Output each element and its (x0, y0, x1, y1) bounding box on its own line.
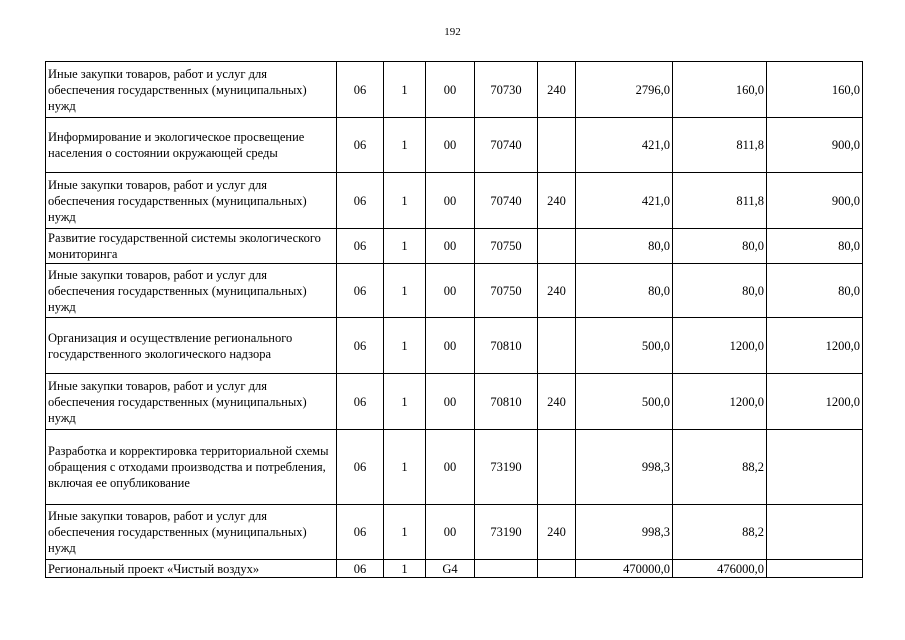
row-subsection: 1 (384, 173, 426, 229)
row-target-code: 70810 (475, 374, 538, 430)
row-sum-2: 80,0 (673, 264, 767, 318)
table-row (46, 318, 863, 374)
row-sum-3 (767, 430, 863, 505)
table-row (46, 430, 863, 505)
row-section: 06 (337, 374, 384, 430)
row-section: 06 (337, 505, 384, 560)
row-sum-1: 500,0 (576, 318, 673, 374)
row-target-code: 70810 (475, 318, 538, 374)
row-name: Иные закупки товаров, работ и услуг для обеспечения государственных (муниципальных) нужд (46, 374, 337, 430)
row-expense-type (538, 318, 576, 374)
row-program: 00 (426, 264, 475, 318)
row-sum-2: 160,0 (673, 62, 767, 118)
row-target-code: 70740 (475, 118, 538, 173)
row-expense-type (538, 430, 576, 505)
row-section: 06 (337, 264, 384, 318)
row-name: Иные закупки товаров, работ и услуг для обеспечения государственных (муниципальных) нужд (46, 62, 337, 118)
row-sum-2: 811,8 (673, 118, 767, 173)
row-target-code: 70740 (475, 173, 538, 229)
row-expense-type: 240 (538, 62, 576, 118)
row-sum-2: 1200,0 (673, 318, 767, 374)
row-sum-3 (767, 560, 863, 578)
row-section: 06 (337, 318, 384, 374)
row-subsection: 1 (384, 62, 426, 118)
row-sum-1: 80,0 (576, 264, 673, 318)
row-program: 00 (426, 505, 475, 560)
table-row (46, 118, 863, 173)
row-target-code: 70730 (475, 62, 538, 118)
row-program: 00 (426, 118, 475, 173)
row-sum-1: 421,0 (576, 173, 673, 229)
table-row (46, 62, 863, 118)
row-expense-type (538, 118, 576, 173)
budget-table (45, 61, 863, 578)
row-target-code: 70750 (475, 229, 538, 264)
table-row (46, 229, 863, 264)
row-sum-1: 998,3 (576, 505, 673, 560)
row-subsection: 1 (384, 264, 426, 318)
table-row (46, 374, 863, 430)
row-subsection: 1 (384, 318, 426, 374)
row-expense-type: 240 (538, 173, 576, 229)
row-program: 00 (426, 430, 475, 505)
row-program: 00 (426, 318, 475, 374)
row-sum-3: 1200,0 (767, 374, 863, 430)
row-sum-1: 80,0 (576, 229, 673, 264)
row-section: 06 (337, 430, 384, 505)
row-sum-2: 80,0 (673, 229, 767, 264)
row-program: 00 (426, 173, 475, 229)
row-sum-1: 2796,0 (576, 62, 673, 118)
row-program: 00 (426, 229, 475, 264)
row-sum-2: 1200,0 (673, 374, 767, 430)
row-name: Иные закупки товаров, работ и услуг для обеспечения государственных (муниципальных) нужд (46, 264, 337, 318)
row-name: Разработка и корректировка территориальной схемы обращения с отходами производства и потребления, включая ее опубликование (46, 430, 337, 505)
page-number: 192 (444, 26, 461, 38)
table-row (46, 264, 863, 318)
row-target-code (475, 560, 538, 578)
row-sum-1: 500,0 (576, 374, 673, 430)
row-expense-type: 240 (538, 264, 576, 318)
row-sum-2: 88,2 (673, 505, 767, 560)
row-name: Информирование и экологическое просвещение населения о состоянии окружающей среды (46, 118, 337, 173)
row-program: 00 (426, 62, 475, 118)
row-expense-type: 240 (538, 374, 576, 430)
row-target-code: 73190 (475, 505, 538, 560)
row-subsection: 1 (384, 118, 426, 173)
row-sum-3: 900,0 (767, 173, 863, 229)
row-section: 06 (337, 173, 384, 229)
row-expense-type (538, 560, 576, 578)
row-subsection: 1 (384, 229, 426, 264)
row-name: Иные закупки товаров, работ и услуг для обеспечения государственных (муниципальных) нужд (46, 173, 337, 229)
row-section: 06 (337, 560, 384, 578)
row-expense-type (538, 229, 576, 264)
row-subsection: 1 (384, 505, 426, 560)
row-name: Иные закупки товаров, работ и услуг для обеспечения государственных (муниципальных) нужд (46, 505, 337, 560)
row-sum-3: 160,0 (767, 62, 863, 118)
row-target-code: 73190 (475, 430, 538, 505)
row-sum-3: 80,0 (767, 229, 863, 264)
row-name: Организация и осуществление регионального государственного экологического надзора (46, 318, 337, 374)
row-sum-1: 421,0 (576, 118, 673, 173)
row-section: 06 (337, 62, 384, 118)
row-name: Региональный проект «Чистый воздух» (46, 560, 337, 578)
row-sum-2: 88,2 (673, 430, 767, 505)
row-sum-3: 80,0 (767, 264, 863, 318)
table-row (46, 505, 863, 560)
row-sum-2: 476000,0 (673, 560, 767, 578)
row-target-code: 70750 (475, 264, 538, 318)
row-sum-3: 900,0 (767, 118, 863, 173)
row-program: 00 (426, 374, 475, 430)
row-sum-1: 998,3 (576, 430, 673, 505)
row-program: G4 (426, 560, 475, 578)
row-subsection: 1 (384, 560, 426, 578)
row-sum-3: 1200,0 (767, 318, 863, 374)
row-section: 06 (337, 118, 384, 173)
row-subsection: 1 (384, 374, 426, 430)
row-sum-1: 470000,0 (576, 560, 673, 578)
row-sum-2: 811,8 (673, 173, 767, 229)
table-row (46, 173, 863, 229)
row-sum-3 (767, 505, 863, 560)
row-section: 06 (337, 229, 384, 264)
row-expense-type: 240 (538, 505, 576, 560)
row-name: Развитие государственной системы экологического мониторинга (46, 229, 337, 264)
row-subsection: 1 (384, 430, 426, 505)
table-row (46, 560, 863, 578)
